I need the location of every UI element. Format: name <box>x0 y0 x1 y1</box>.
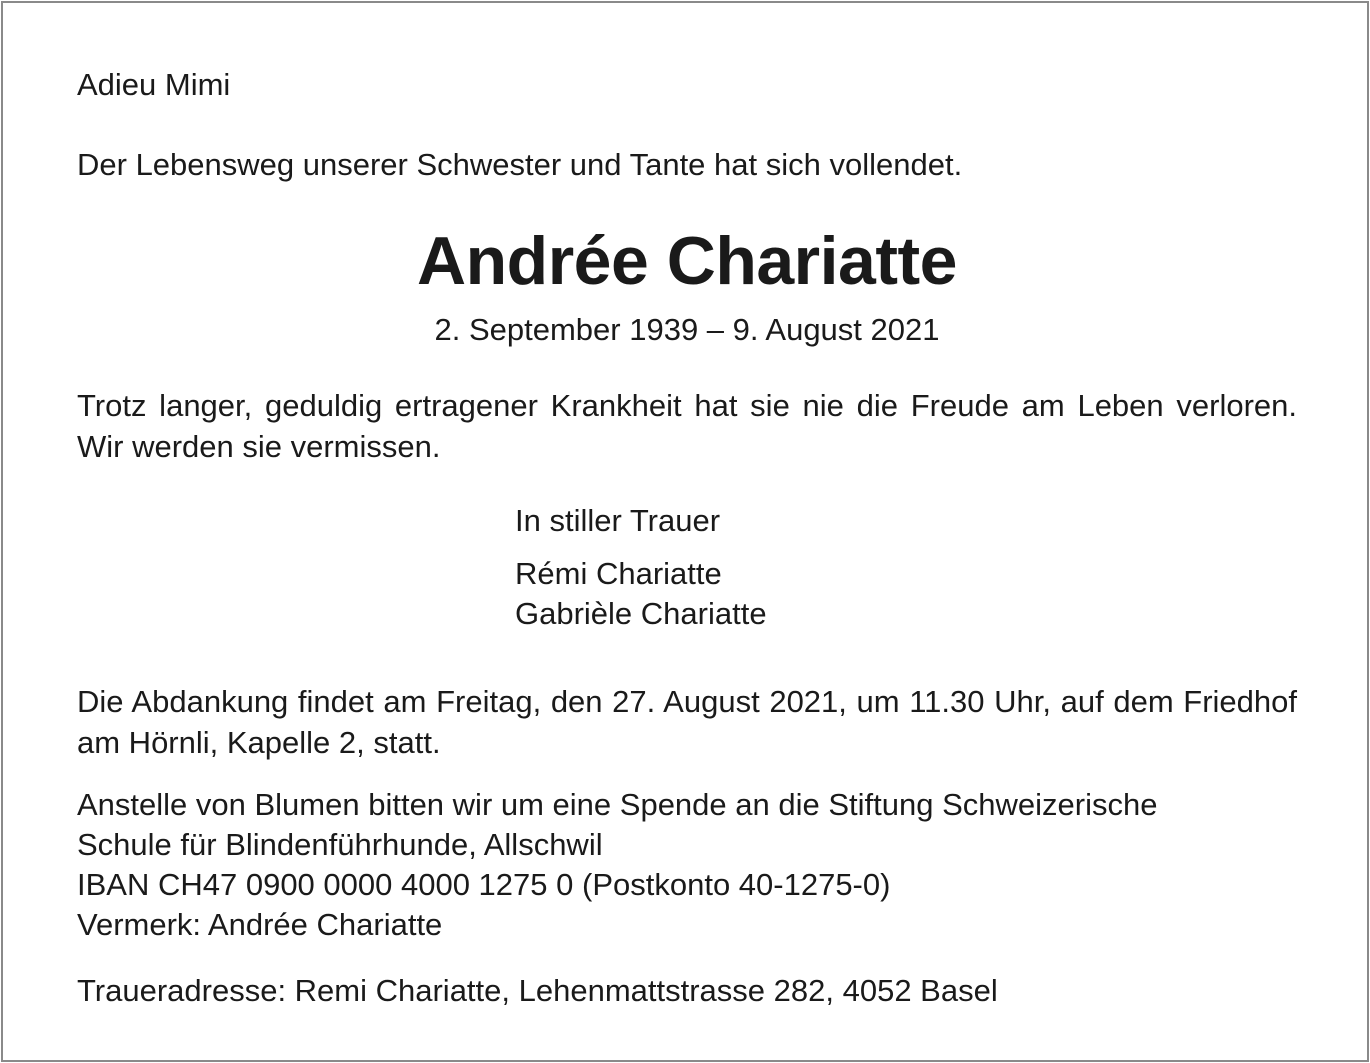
signer-name: Rémi Chariatte <box>515 556 722 591</box>
greeting: Adieu Mimi <box>77 67 231 102</box>
ceremony-text: Die Abdankung findet am Freitag, den 27. August 2021, um 11.30 Uhr, auf dem Friedhof am Hörnli, Kapelle 2, statt. <box>77 684 1297 760</box>
donation-iban: IBAN CH47 0900 0000 4000 1275 0 (Postkonto 40-1275-0) <box>77 867 891 902</box>
mourning-address: Traueradresse: Remi Chariatte, Lehenmattstrasse 282, 4052 Basel <box>77 973 998 1008</box>
donation-block <box>77 785 1157 945</box>
obituary-frame <box>1 1 1369 1062</box>
signer-name: Gabrièle Chariatte <box>515 596 767 631</box>
deceased-name: Andrée Chariatte <box>417 223 957 299</box>
tribute-text: Trotz langer, geduldig ertragener Krankheit hat sie nie die Freude am Leben verloren. Wir werden sie vermissen. <box>77 388 1297 464</box>
life-dates: 2. September 1939 – 9. August 2021 <box>434 312 940 347</box>
intro-text: Der Lebensweg unserer Schwester und Tante hat sich vollendet. <box>77 147 963 182</box>
mourning-phrase: In stiller Trauer <box>515 503 721 538</box>
donation-line: Schule für Blindenführhunde, Allschwil <box>77 827 603 862</box>
donation-line: Anstelle von Blumen bitten wir um eine Spende an die Stiftung Schweizerische <box>77 787 1158 822</box>
donation-reference: Vermerk: Andrée Chariatte <box>77 907 443 942</box>
